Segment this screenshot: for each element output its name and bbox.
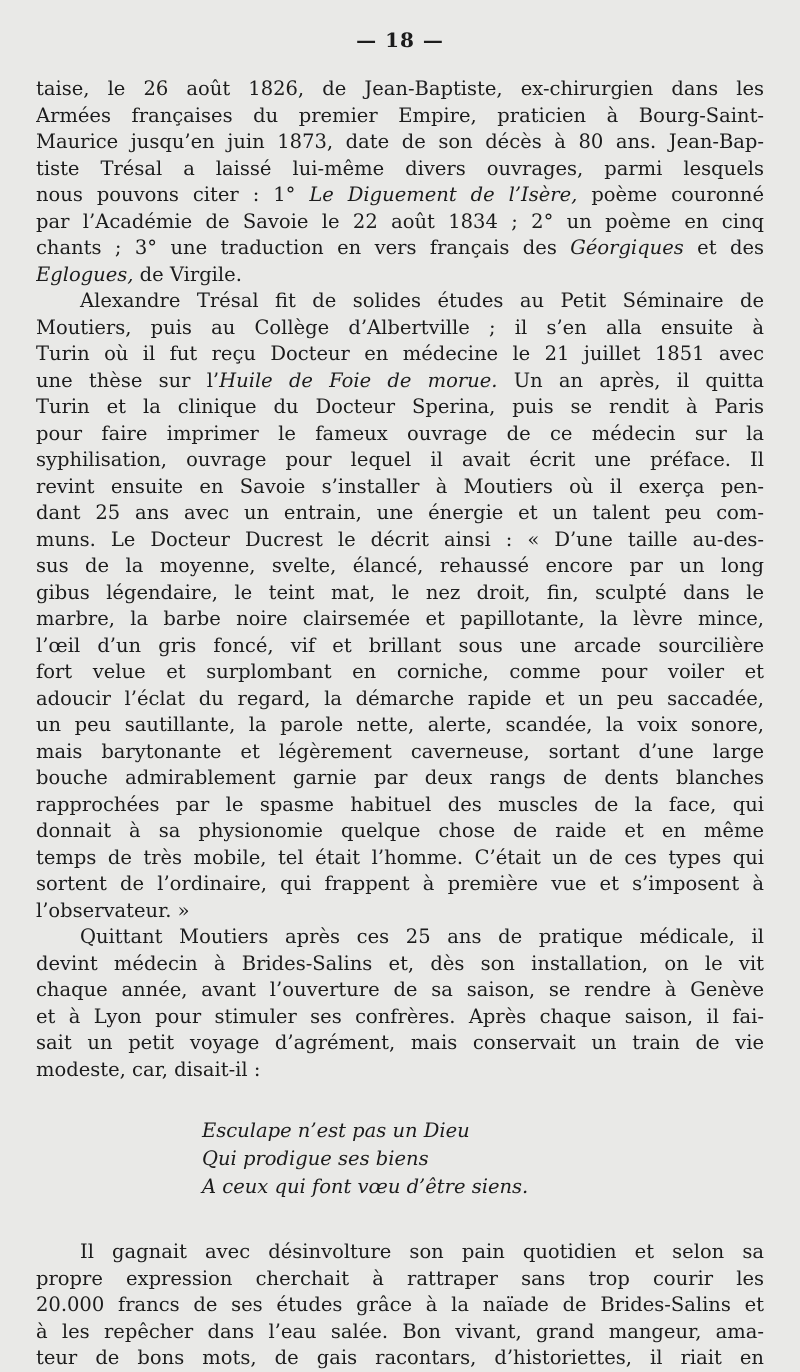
text-line: syphilisation, ouvrage pour lequel il avait écrit une préface. Il: [36, 448, 764, 471]
page-number: — 18 —: [356, 28, 444, 52]
text-line: taise, le 26 août 1826, de Jean-Baptiste, ex-chirurgien dans les: [36, 77, 764, 100]
text-line: l’observateur. »: [36, 898, 190, 922]
text-line: Armées françaises du premier Empire, praticien à Bourg-Saint-: [36, 103, 764, 127]
text-line: sortent de l’ordinaire, qui frappent à première vue et s’imposent à: [36, 872, 764, 895]
text-line: Moutiers, puis au Collège d’Albertville ; il s’en alla ensuite à: [36, 315, 764, 339]
text-line: pour faire imprimer le fameux ouvrage de ce médecin sur la: [36, 421, 764, 445]
text-line: 20.000 francs de ses études grâce à la naïade de Brides-Salins et: [36, 1293, 764, 1316]
verse-line: Esculape n’est pas un Dieu: [202, 1119, 470, 1142]
text-line: Turin où il fut reçu Docteur en médecine le 21 juillet 1851 avec: [36, 342, 764, 365]
text-line: Turin et la clinique du Docteur Sperina, puis se rendit à Paris: [36, 395, 764, 418]
text-line: par l’Académie de Savoie le 22 août 1834 ; 2° un poème en cinq: [36, 209, 764, 233]
text-segment: Un an après, il quitta: [497, 368, 764, 392]
text-line: devint médecin à Brides-Salins et, dès son installation, on le vit: [36, 951, 764, 975]
text-line: mais barytonante et légèrement caverneuse, sortant d’une large: [36, 739, 764, 763]
text-line: propre expression cherchait à rattraper sans trop courir les: [36, 1266, 764, 1290]
text-line: [36, 235, 764, 262]
paragraph-2: [36, 288, 764, 924]
text-line: rapprochées par le spasme habituel des muscles de la face, qui: [36, 792, 764, 816]
text-line: tiste Trésal a laissé lui-même divers ouvrages, parmi lesquels: [36, 156, 764, 180]
verse-line: Qui prodigue ses biens: [202, 1147, 429, 1170]
paragraph-4: [36, 1239, 764, 1372]
italic-title: Géorgiques: [570, 236, 684, 259]
italic-title: Eglogues,: [36, 262, 134, 286]
text-line: Maurice jusqu’en juin 1873, date de son décès à 80 ans. Jean-Bap-: [36, 130, 764, 153]
italic-title: Huile de Foie de morue.: [219, 368, 498, 392]
text-line: et à Lyon pour stimuler ses confrères. Après chaque saison, il fai-: [36, 1004, 764, 1028]
text-line: fort velue et surplombant en corniche, comme pour voiler et: [36, 660, 764, 683]
paragraph-1: [36, 76, 764, 288]
text-segment: de Virgile.: [133, 262, 242, 286]
text-line: Quittant Moutiers après ces 25 ans de pratique médicale, il: [80, 925, 764, 948]
text-line: sus de la moyenne, svelte, élancé, rehaussé encore par un long: [36, 554, 764, 577]
text-line: un peu sautillante, la parole nette, alerte, scandée, la voix sonore,: [36, 713, 764, 736]
text-line: Il gagnait avec désinvolture son pain quotidien et selon sa: [80, 1240, 764, 1263]
text-segment: poème couronné: [577, 183, 764, 206]
text-line: donnait à sa physionomie quelque chose de raide et en même: [36, 819, 764, 842]
verse-quote: [36, 1117, 764, 1201]
text-line: sait un petit voyage d’agrément, mais conservait un train de vie: [36, 1031, 764, 1054]
text-line: bouche admirablement garnie par deux rangs de dents blanches: [36, 766, 764, 789]
text-line: adoucir l’éclat du regard, la démarche rapide et un peu saccadée,: [36, 686, 764, 710]
text-line: revint ensuite en Savoie s’installer à Moutiers où il exerça pen-: [36, 474, 764, 498]
text-segment: nous pouvons citer : 1°: [36, 183, 310, 206]
text-line: gibus légendaire, le teint mat, le nez droit, fin, sculpté dans le: [36, 580, 764, 604]
text-line: [36, 182, 764, 209]
body-text: [36, 76, 764, 1372]
text-line: à les repêcher dans l’eau salée. Bon vivant, grand mangeur, ama-: [36, 1319, 764, 1343]
text-segment: et des: [683, 236, 764, 259]
verse-line: A ceux qui font vœu d’être siens.: [202, 1175, 529, 1198]
text-line: [36, 368, 764, 395]
text-line: teur de bons mots, de gais racontars, d’historiettes, il riait en: [36, 1346, 764, 1369]
text-segment: chants ; 3° une traduction en vers français des: [36, 236, 571, 259]
text-line: dant 25 ans avec un entrain, une énergie et un talent peu com-: [36, 501, 764, 524]
text-line: l’œil d’un gris foncé, vif et brillant sous une arcade sourcilière: [36, 633, 764, 657]
text-segment: une thèse sur l’: [36, 368, 220, 392]
text-line: [36, 262, 764, 289]
text-line: chaque année, avant l’ouverture de sa saison, se rendre à Genève: [36, 978, 764, 1001]
text-line: marbre, la barbe noire clairsemée et papillotante, la lèvre mince,: [36, 607, 764, 630]
italic-title: Le Diguement de l’Isère,: [309, 183, 578, 206]
text-line: temps de très mobile, tel était l’homme. C’était un de ces types qui: [36, 845, 764, 869]
text-line: muns. Le Docteur Ducrest le décrit ainsi : « D’une taille au-des-: [36, 527, 764, 551]
text-line: modeste, car, disait-il :: [36, 1057, 261, 1081]
text-line: Alexandre Trésal fit de solides études au Petit Séminaire de: [80, 289, 764, 312]
paragraph-3: [36, 924, 764, 1083]
